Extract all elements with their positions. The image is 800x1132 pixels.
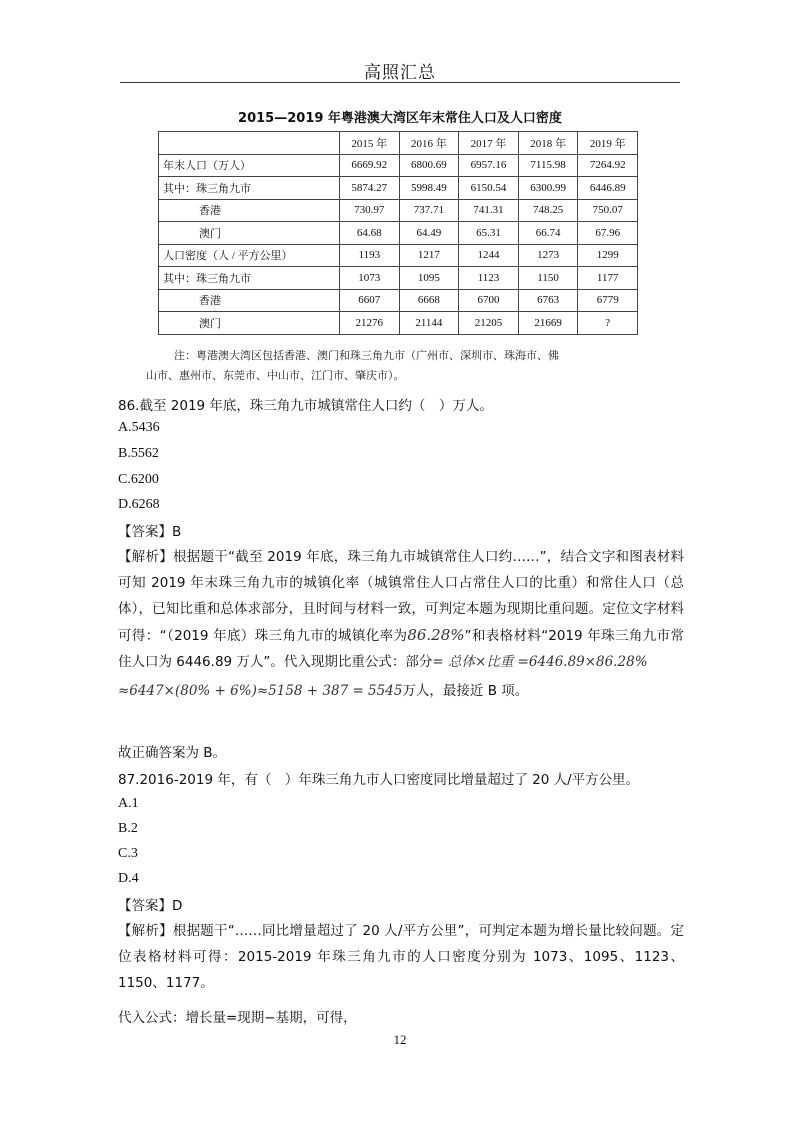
table-cell: 750.07 [578, 199, 638, 222]
table-cell: 6150.54 [459, 177, 519, 200]
table-cell: 67.96 [578, 222, 638, 245]
table-cell: 1217 [399, 244, 459, 267]
q86-analysis [118, 544, 684, 704]
q86-option-b: B.5562 [118, 446, 159, 461]
q87-option-c: C.3 [118, 846, 138, 861]
table-row [159, 154, 638, 177]
table-cell: 6446.89 [578, 177, 638, 200]
header-divider [120, 82, 680, 83]
q86-conclusion: 故正确答案为 B。 [118, 745, 227, 761]
column-header: 2019 年 [578, 132, 638, 155]
table-row [159, 199, 638, 222]
row-label: 澳门 [159, 312, 340, 335]
table-cell: 1244 [459, 244, 519, 267]
table-row [159, 244, 638, 267]
table-cell: 6700 [459, 289, 519, 312]
table-cell: 5998.49 [399, 177, 459, 200]
question-87: 87.2016-2019 年，有（ ）年珠三角九市人口密度同比增量超过了 20 人/平方公里。 [118, 772, 640, 788]
table-cell: 66.74 [518, 222, 578, 245]
row-label: 年末人口（万人） [159, 154, 340, 177]
row-label: 香港 [159, 199, 340, 222]
row-label: 其中：珠三角九市 [159, 177, 340, 200]
column-header: 2015 年 [340, 132, 400, 155]
table-cell: 1299 [578, 244, 638, 267]
table-header-row [159, 132, 638, 155]
q86-analysis-part3: 万人，最接近 B 项。 [402, 683, 529, 699]
table-cell: 6669.92 [340, 154, 400, 177]
table-row [159, 267, 638, 290]
table-cell: 1073 [340, 267, 400, 290]
q87-option-d: D.4 [118, 871, 139, 886]
urbanization-rate: 86.28% [407, 626, 465, 644]
page-header: 高照汇总 [364, 63, 436, 83]
table-row [159, 289, 638, 312]
table-row [159, 222, 638, 245]
table-corner-cell [159, 132, 340, 155]
page-number: 12 [393, 1032, 407, 1047]
q86-option-c: C.6200 [118, 472, 159, 487]
table-cell: ? [578, 312, 638, 335]
q86-option-d: D.6268 [118, 497, 160, 512]
table-cell: 6668 [399, 289, 459, 312]
row-label: 其中：珠三角九市 [159, 267, 340, 290]
table-cell: 21144 [399, 312, 459, 335]
q86-option-a: A.5436 [118, 420, 160, 435]
table-row [159, 312, 638, 335]
table-cell: 21276 [340, 312, 400, 335]
table-cell: 7115.98 [518, 154, 578, 177]
table-cell: 21205 [459, 312, 519, 335]
table-cell: 64.68 [340, 222, 400, 245]
column-header: 2016 年 [399, 132, 459, 155]
question-86: 86.截至 2019 年底，珠三角九市城镇常住人口约（ ）万人。 [118, 398, 493, 414]
table-cell: 64.49 [399, 222, 459, 245]
table-cell: 1177 [578, 267, 638, 290]
column-header: 2018 年 [518, 132, 578, 155]
table-cell: 6763 [518, 289, 578, 312]
column-header: 2017 年 [459, 132, 519, 155]
formula-line-2: ≈6447×(80% + 6%)≈5158 + 387 = 5545 [118, 683, 403, 699]
population-table [158, 131, 638, 335]
q87-option-b: B.2 [118, 821, 138, 836]
note-line-2: 山市、惠州市、东莞市、中山市、江门市、肇庆市）。 [146, 369, 405, 382]
table-cell: 730.97 [340, 199, 400, 222]
table-cell: 65.31 [459, 222, 519, 245]
q86-analysis-part2: ”和表格材料“2019 年珠三角九市常住人口为 6446.89 万人”。代入现期比重公式：部分 [118, 628, 684, 670]
row-label: 人口密度（人 / 平方公里） [159, 244, 340, 267]
table-cell: 6779 [578, 289, 638, 312]
table-note [146, 346, 648, 386]
table-cell: 7264.92 [578, 154, 638, 177]
row-label: 澳门 [159, 222, 340, 245]
table-cell: 1193 [340, 244, 400, 267]
q87-option-a: A.1 [118, 796, 139, 811]
table-title: 2015—2019 年粤港澳大湾区年末常住人口及人口密度 [238, 111, 562, 126]
row-label: 香港 [159, 289, 340, 312]
table-cell: 1273 [518, 244, 578, 267]
q87-analysis-formula: 代入公式：增长量=现期−基期，可得， [118, 1010, 357, 1026]
table-cell: 737.71 [399, 199, 459, 222]
formula-line-1: = 总体×比重 =6446.89×86.28% [432, 654, 648, 670]
table-cell: 6300.99 [518, 177, 578, 200]
table-cell: 6607 [340, 289, 400, 312]
table-cell: 6800.69 [399, 154, 459, 177]
q86-analysis-part1: 【解析】根据题干“截至 2019 年底，珠三角九市城镇常住人口约……”，结合文字和图表材料可知 2019 年末珠三角九市的城镇化率（城镇常住人口占常住人口的比重）和常住人口（总体），已知比重和总体求部分，且时间与材料一致，可判定本题为现期比重问题。定位文字材料可得：“（2019 年底）珠三角九市的城镇化率为 [118, 549, 684, 644]
table-cell: 1123 [459, 267, 519, 290]
q87-answer: 【答案】D [118, 898, 183, 914]
table-cell: 741.31 [459, 199, 519, 222]
table-cell: 748.25 [518, 199, 578, 222]
table-row [159, 177, 638, 200]
table-cell: 6957.16 [459, 154, 519, 177]
q87-analysis: 【解析】根据题干“……同比增量超过了 20 人/平方公里”，可判定本题为增长量比较问题。定位表格材料可得：2015-2019 年珠三角九市的人口密度分别为 1073、1095、1123、1150、1177。 [118, 923, 684, 991]
note-line-1: 注：粤港澳大湾区包括香港、澳门和珠三角九市（广州市、深圳市、珠海市、佛 [174, 349, 559, 362]
table-cell: 21669 [518, 312, 578, 335]
q86-answer: 【答案】B [118, 524, 182, 540]
table-cell: 1150 [518, 267, 578, 290]
table-cell: 5874.27 [340, 177, 400, 200]
table-cell: 1095 [399, 267, 459, 290]
